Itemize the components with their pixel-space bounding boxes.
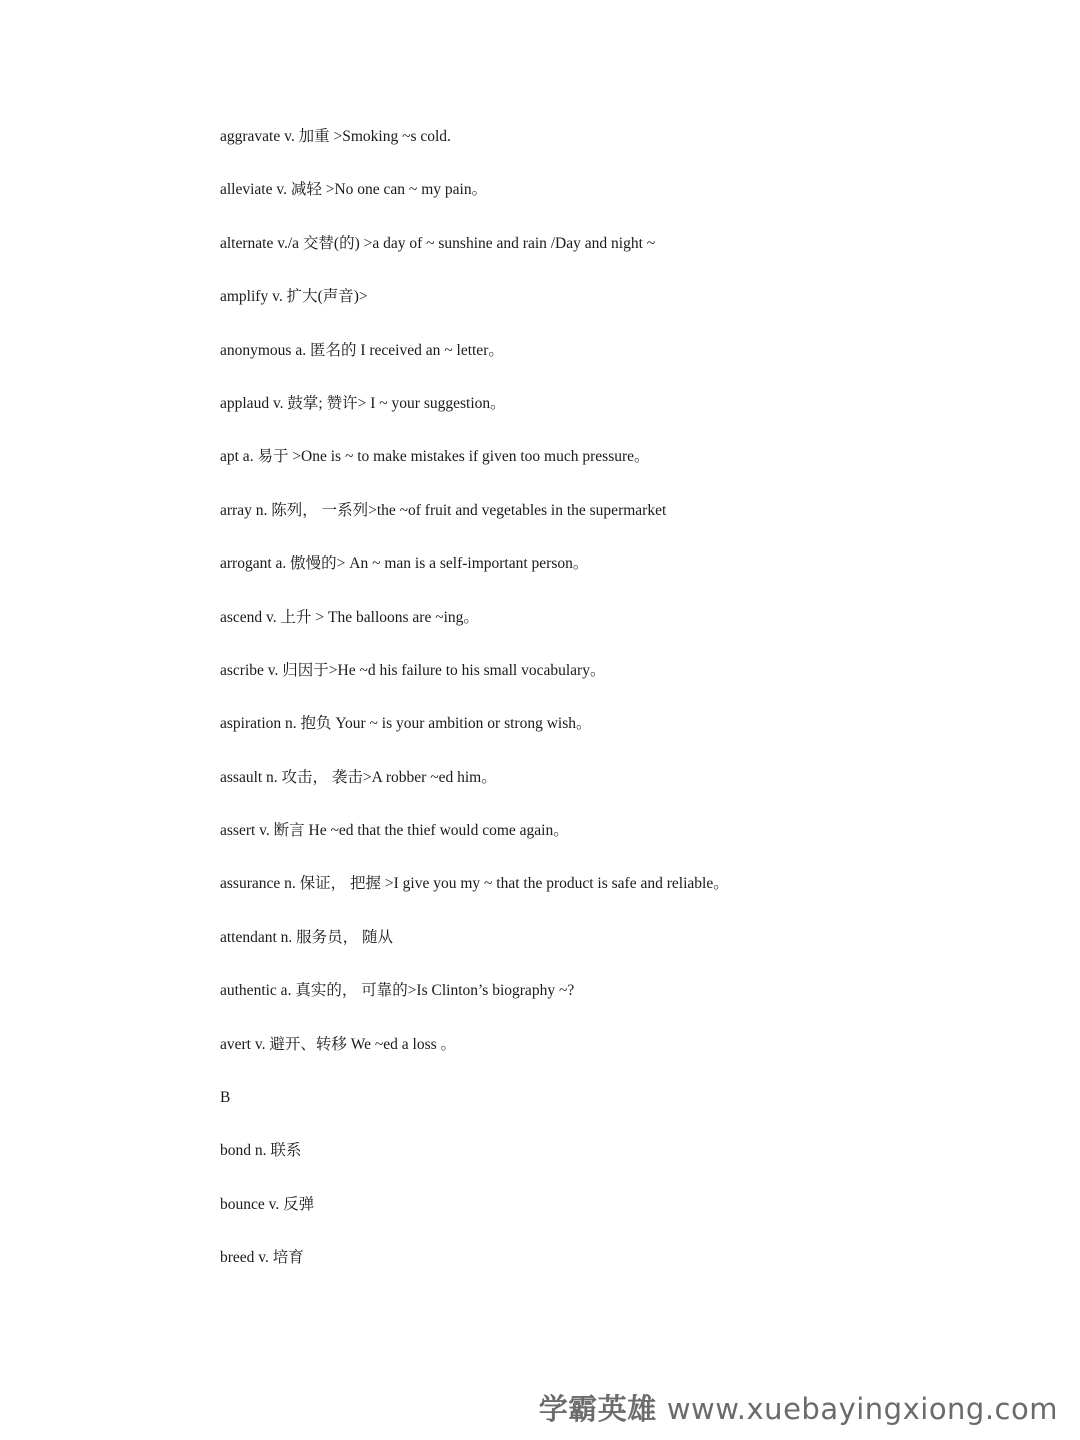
vocab-entry: apt a. 易于 >One is ~ to make mistakes if given too much pressure。 xyxy=(220,448,650,466)
vocab-entry: ascribe v. 归因于>He ~d his failure to his small vocabulary。 xyxy=(220,661,606,679)
watermark-brand: 学霸英雄 xyxy=(538,1392,657,1426)
section-letter-heading: B xyxy=(220,1089,231,1107)
vocab-entry: aggravate v. 加重 >Smoking ~s cold. xyxy=(220,128,451,145)
vocab-entry: ascend v. 上升 > The balloons are ~ing。 xyxy=(220,608,479,626)
vocab-entry: bounce v. 反弹 xyxy=(220,1195,315,1213)
vocab-entry: amplify v. 扩大(声音)> xyxy=(220,288,368,306)
vocab-entry: arrogant a. 傲慢的> An ~ man is a self-important person。 xyxy=(220,555,589,573)
vocab-entry: attendant n. 服务员， 随从 xyxy=(220,928,394,946)
vocab-entry: anonymous a. 匿名的 I received an ~ letter。 xyxy=(220,341,504,359)
vocab-entry: aspiration n. 抱负 Your ~ is your ambition or strong wish。 xyxy=(220,715,592,733)
vocab-entry: assert v. 断言 He ~ed that the thief would come again。 xyxy=(220,822,569,840)
vocab-entry: array n. 陈列， 一系列>the ~of fruit and vegetables in the supermarket xyxy=(220,501,667,519)
vocab-entry: alternate v./a 交替(的) >a day of ~ sunshine and rain /Day and night ~ xyxy=(220,234,656,252)
vocab-entry: bond n. 联系 xyxy=(220,1142,302,1160)
vocab-entry: applaud v. 鼓掌; 赞许> I ~ your suggestion。 xyxy=(220,394,506,412)
vocabulary-list xyxy=(220,124,1000,1299)
vocab-entry: alleviate v. 减轻 >No one can ~ my pain。 xyxy=(220,181,488,199)
vocab-entry: assurance n. 保证， 把握 >I give you my ~ that the product is safe and reliable。 xyxy=(220,875,729,893)
vocab-entry: authentic a. 真实的， 可靠的>Is Clinton’s biography ~? xyxy=(220,982,575,1000)
vocab-entry: avert v. 避开、转移 We ~ed a loss 。 xyxy=(220,1035,457,1053)
site-watermark xyxy=(539,1387,1058,1428)
vocab-entry: assault n. 攻击， 袭击>A robber ~ed him。 xyxy=(220,768,497,786)
watermark-url: www.xuebayingxiong.com xyxy=(666,1392,1058,1426)
vocab-entry: breed v. 培育 xyxy=(220,1249,304,1267)
